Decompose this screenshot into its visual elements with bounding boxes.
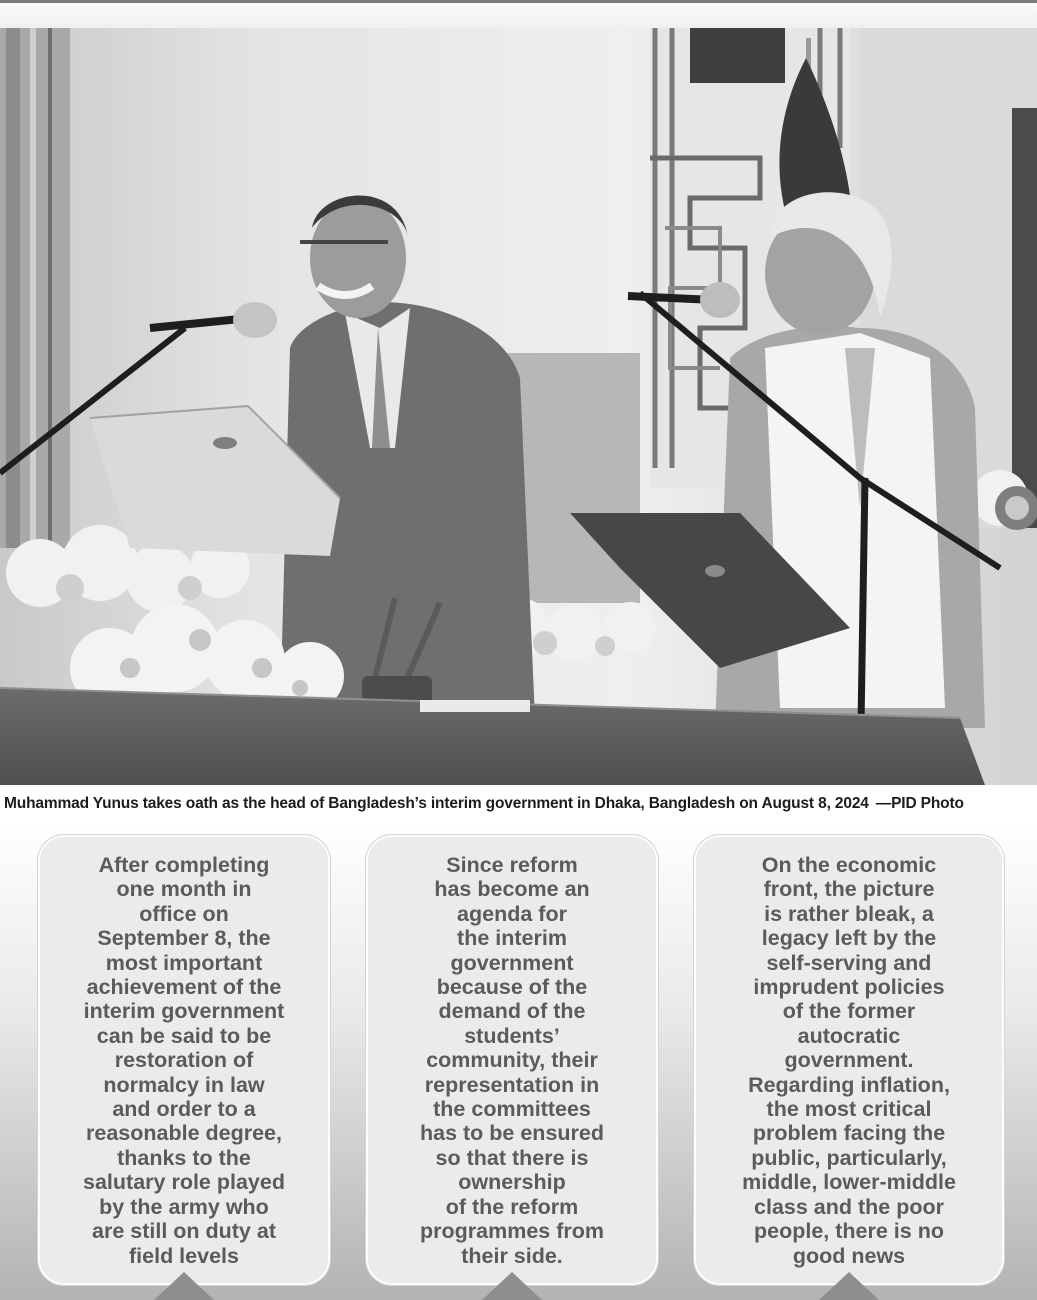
pull-quote-3-text: On the economic front, the picture is rather bleak, a legacy left by the self-serving and imprudent policies of the former autocratic government. Regarding inflation, the most critical problem facing the public, particularly, middle, lower-middle class and the poor people, there is no good news [742,853,956,1268]
pull-quote-2-text: Since reform has become an agenda for the interim government because of the demand of the students’ community, their representation in the committees has to be ensured so that there is ownership of the reform programmes from their side. [420,853,604,1268]
pull-quote-3 [694,835,1004,1285]
photo-credit: —PID Photo [875,795,964,812]
caption-text: Muhammad Yunus takes oath as the head of Bangladesh’s interim government in Dhaka, Bangladesh on August 8, 2024 [4,795,869,812]
pull-quote-3-pointer [819,1272,879,1300]
oath-photo [0,28,1037,785]
pull-quote-1 [38,835,330,1285]
photo-caption [4,795,1037,813]
pull-quote-2-pointer [482,1272,542,1300]
pull-quote-2 [366,835,658,1285]
pull-quote-1-text: After completing one month in office on September 8, the most important achievement of the interim government can be said to be restoration of normalcy in law and order to a reasonable degree, thanks to the salutary role played by the army who are still on duty at field levels [83,853,285,1268]
pull-quote-1-pointer [154,1272,214,1300]
top-band [0,3,1037,28]
